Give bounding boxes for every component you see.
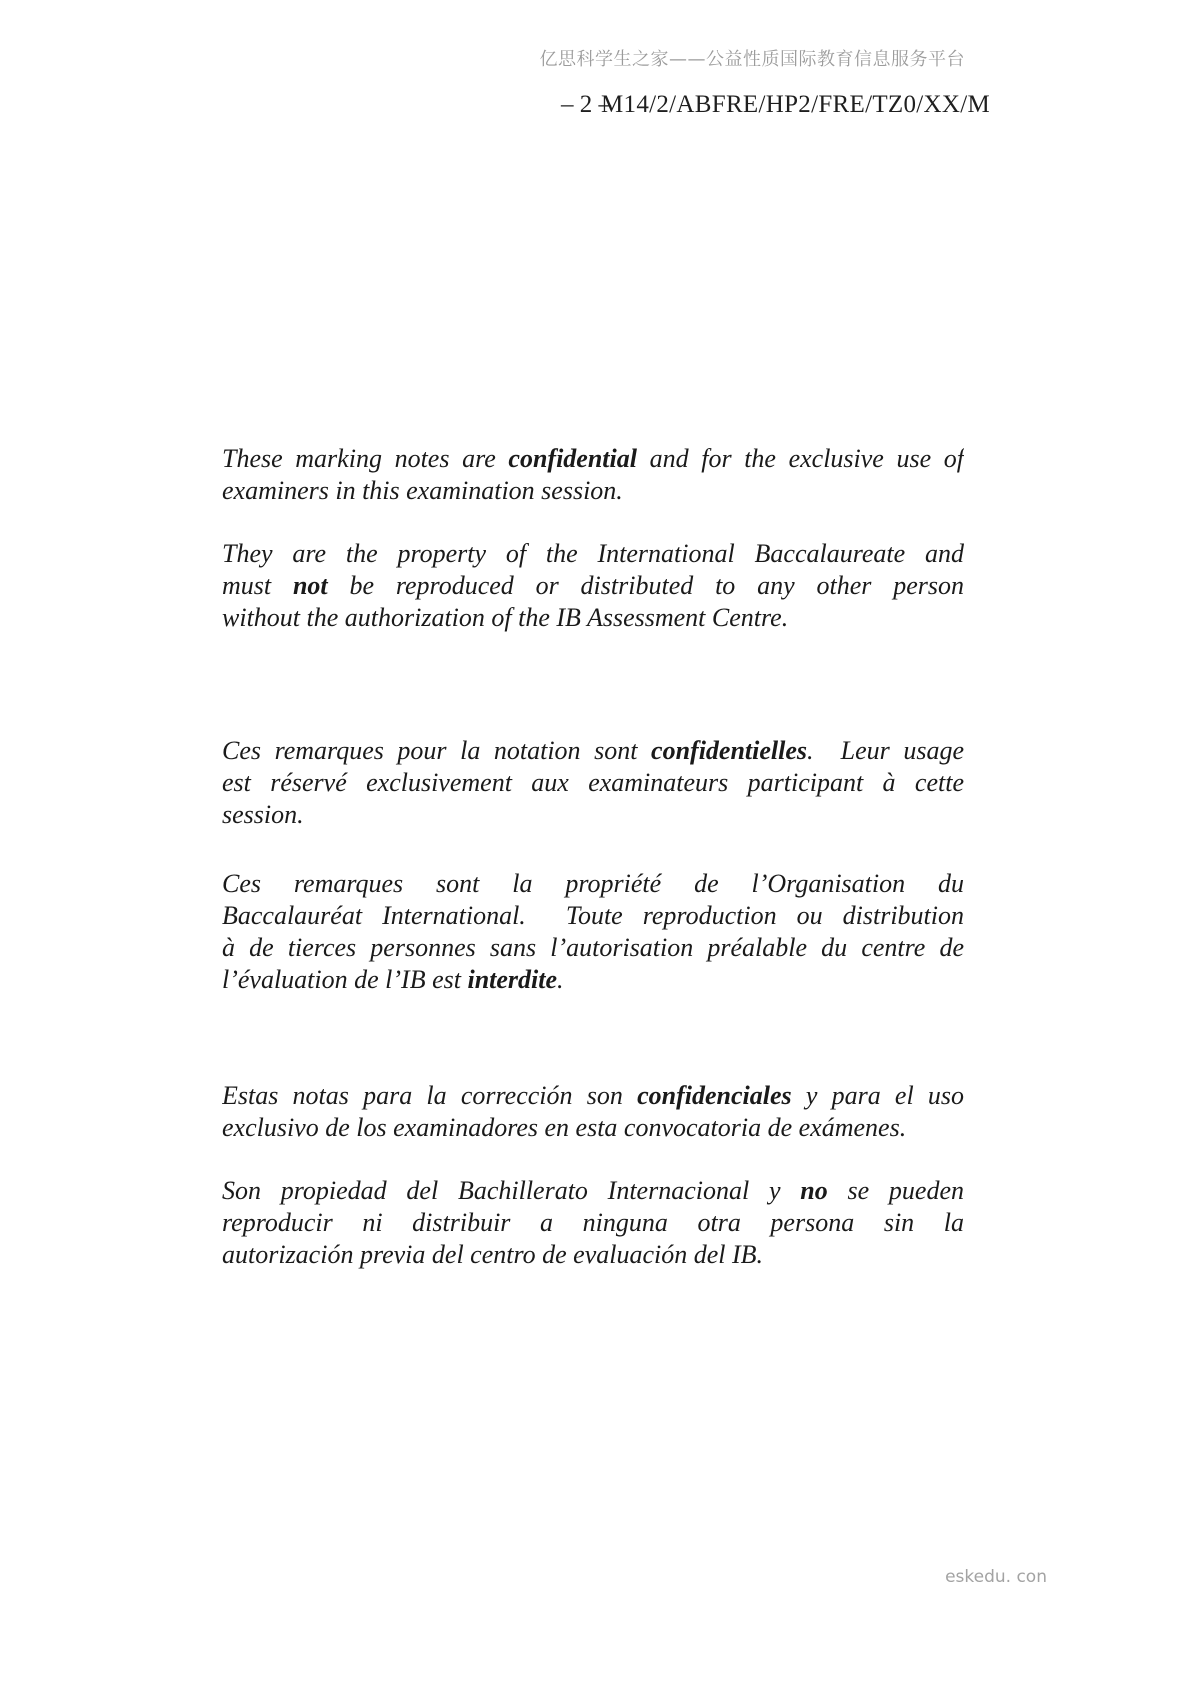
site-watermark-footer: eskedu. con bbox=[945, 1567, 1047, 1587]
confidentiality-notice bbox=[222, 0, 964, 1684]
notice-line: Estas notas para la corrección son confidenciales y para el uso bbox=[222, 1081, 964, 1110]
notice-line: est réservé exclusivement aux examinateurs participant à cette bbox=[222, 768, 964, 797]
notice-line: autorización previa del centro de evaluación del IB. bbox=[222, 1240, 764, 1269]
notice-paragraph-es-1 bbox=[222, 1080, 964, 1144]
notice-line: Ces remarques sont la propriété de l’Organisation du bbox=[222, 869, 964, 898]
exam-paper-code: M14/2/ABFRE/HP2/FRE/TZ0/XX/M bbox=[600, 91, 990, 118]
notice-line: Ces remarques pour la notation sont confidentielles. Leur usage bbox=[222, 736, 964, 765]
notice-paragraph-fr-1 bbox=[222, 735, 964, 831]
notice-line: session. bbox=[222, 800, 304, 829]
notice-paragraph-es-2 bbox=[222, 1175, 964, 1271]
notice-line: reproducir ni distribuir a ninguna otra persona sin la bbox=[222, 1208, 964, 1237]
notice-line: They are the property of the International Baccalaureate and bbox=[222, 539, 964, 568]
notice-line: examiners in this examination session. bbox=[222, 476, 623, 505]
notice-line: These marking notes are confidential and for the exclusive use of bbox=[222, 444, 964, 473]
page-number: – 2 – bbox=[561, 91, 611, 118]
notice-line: exclusivo de los examinadores en esta convocatoria de exámenes. bbox=[222, 1113, 907, 1142]
notice-line: Son propiedad del Bachillerato Internacional y no se pueden bbox=[222, 1176, 964, 1205]
notice-line: without the authorization of the IB Assessment Centre. bbox=[222, 603, 789, 632]
notice-paragraph-fr-2 bbox=[222, 868, 964, 996]
notice-line: à de tierces personnes sans l’autorisation préalable du centre de bbox=[222, 933, 964, 962]
notice-paragraph-en-1 bbox=[222, 443, 964, 507]
notice-line: l’évaluation de l’IB est interdite. bbox=[222, 965, 564, 994]
notice-line: must not be reproduced or distributed to any other person bbox=[222, 571, 964, 600]
notice-line: Baccalauréat International. Toute reproduction ou distribution bbox=[222, 901, 964, 930]
notice-paragraph-en-2 bbox=[222, 538, 964, 634]
site-watermark-chinese: 亿思科学生之家——公益性质国际教育信息服务平台 bbox=[539, 49, 965, 70]
